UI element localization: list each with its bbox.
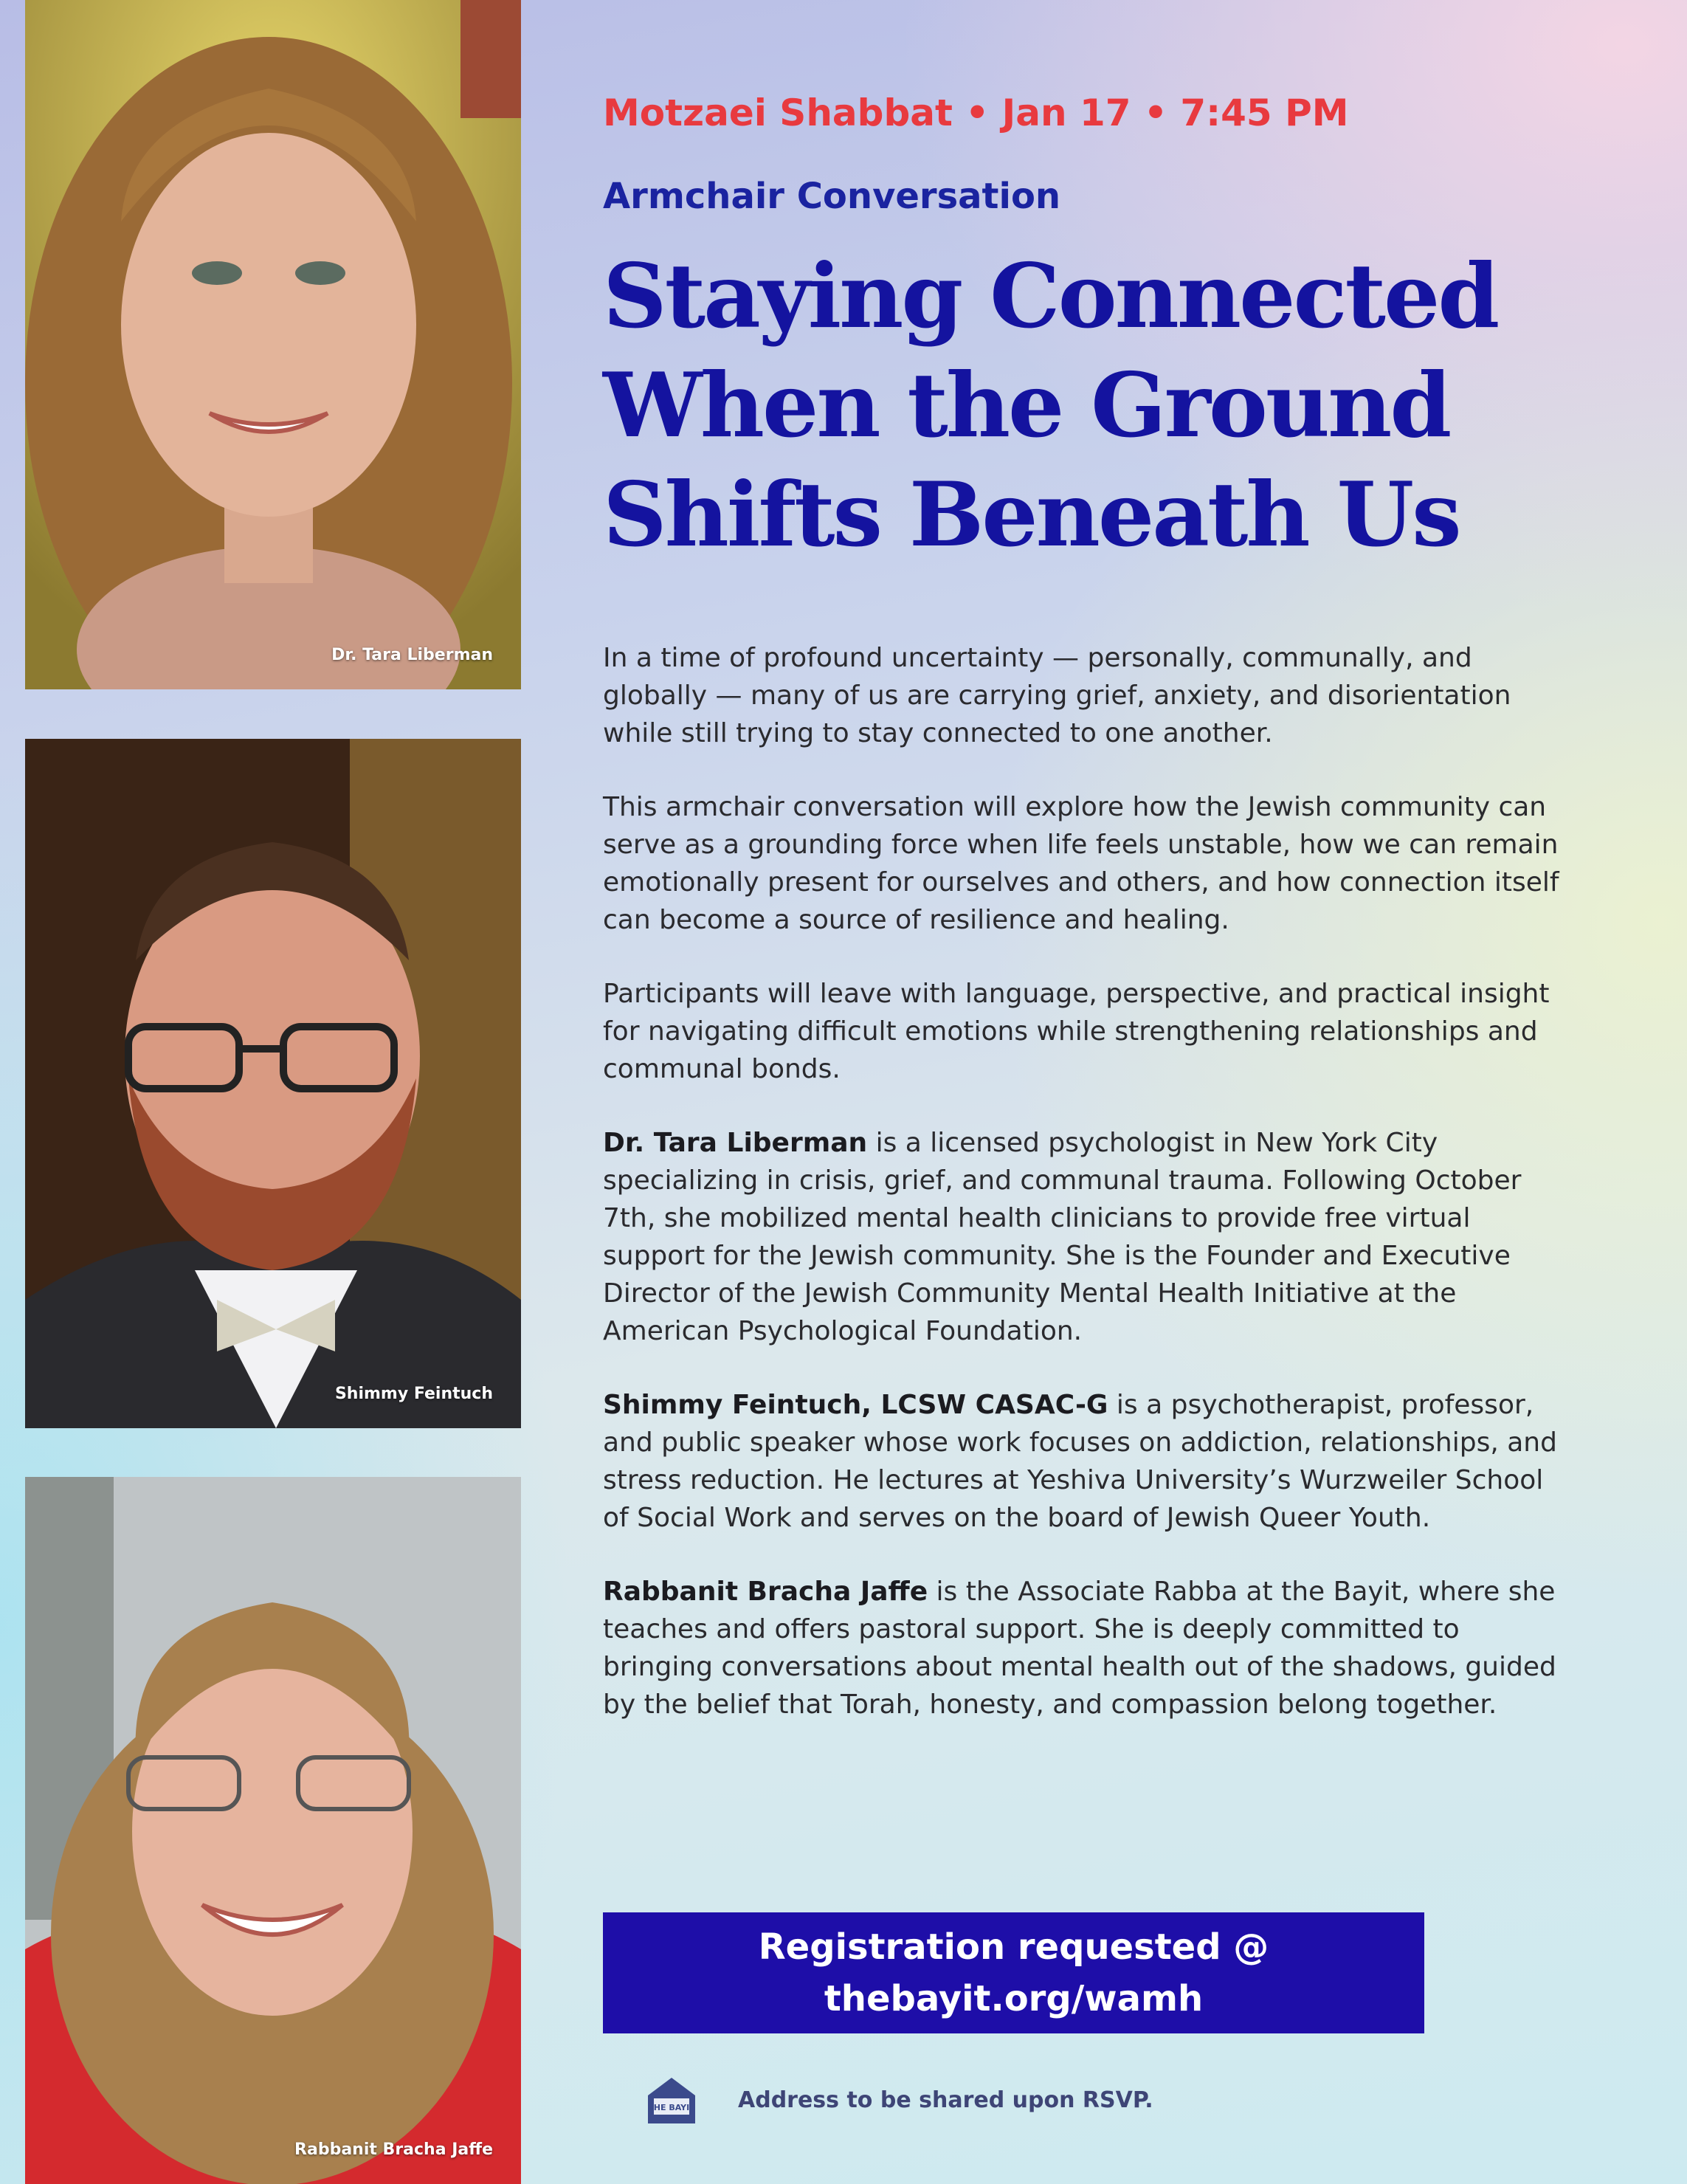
- bio-text: is the Associate Rabba at the Bayit, where she teaches and offers pastoral support. She is deeply committed to bringing conversations about mental health out of the shadows, guided by the belief that Torah, honesty, and compassion belong together.: [603, 1577, 1556, 1720]
- event-headline: [603, 242, 1577, 570]
- speaker-caption: Dr. Tara Liberman: [331, 646, 493, 664]
- footer: [642, 2070, 1153, 2129]
- speaker-photo-bracha-jaffe: [25, 1477, 521, 2184]
- speaker-caption: Shimmy Feintuch: [334, 1385, 493, 1403]
- portrait-illustration: [25, 0, 521, 689]
- portrait-illustration: [25, 739, 521, 1428]
- portrait-illustration: [25, 1477, 521, 2184]
- speaker-bio-tara-liberman: [603, 1124, 1562, 1350]
- logo-wordmark: THE BAYIT: [648, 2103, 695, 2112]
- event-dateline: Motzaei Shabbat • Jan 17 • 7:45 PM: [603, 92, 1349, 134]
- speaker-bio-bracha-jaffe: [603, 1573, 1562, 1723]
- registration-url[interactable]: thebayit.org/wamh: [824, 1978, 1204, 2019]
- description-paragraph: In a time of profound uncertainty — personally, communally, and globally — many of us are carrying grief, anxiety, and disorientation while still trying to stay connected to one another.: [603, 643, 1511, 748]
- event-description: [603, 639, 1562, 1760]
- bio-text: is a licensed psychologist in New York City specializing in crisis, grief, and communal trauma. Following October 7th, she mobilized mental health clinicians to provide free virtual support for the Jewish community. She is the Founder and Executive Director of the Jewish Community Mental Health Initiative at the American Psychological Foundation.: [603, 1128, 1522, 1346]
- speaker-photo-shimmy-feintuch: [25, 739, 521, 1428]
- registration-line: Registration requested @: [758, 1926, 1269, 1968]
- bio-name: Shimmy Feintuch, LCSW CASAC-G: [603, 1390, 1108, 1420]
- bio-text: is a psychotherapist, professor, and public speaker whose work focuses on addiction, relationships, and stress reduction. He lectures at Yeshiva University’s Wurzweiler School of Social Work and serves on the board of Jewish Queer Youth.: [603, 1390, 1557, 1533]
- headline-line: When the Ground: [603, 354, 1450, 458]
- bio-name: Dr. Tara Liberman: [603, 1128, 868, 1158]
- description-paragraph: This armchair conversation will explore how the Jewish community can serve as a grounding force when life feels unstable, how we can remain emotionally present for ourselves and others, and how connection itself can become a source of resilience and healing.: [603, 792, 1559, 935]
- description-paragraph: Participants will leave with language, perspective, and practical insight for navigating difficult emotions while strengthening relationships and communal bonds.: [603, 979, 1550, 1084]
- bayit-house-logo-icon: [642, 2073, 701, 2126]
- event-kicker: Armchair Conversation: [603, 176, 1061, 217]
- speaker-caption: Rabbanit Bracha Jaffe: [294, 2140, 493, 2159]
- headline-line: Shifts Beneath Us: [603, 463, 1460, 567]
- bio-name: Rabbanit Bracha Jaffe: [603, 1577, 928, 1607]
- headline-line: Staying Connected: [603, 244, 1498, 348]
- address-note: Address to be shared upon RSVP.: [738, 2087, 1153, 2113]
- speaker-photo-tara-liberman: [25, 0, 521, 689]
- registration-banner[interactable]: [603, 1912, 1424, 2033]
- speaker-bio-shimmy-feintuch: [603, 1386, 1562, 1537]
